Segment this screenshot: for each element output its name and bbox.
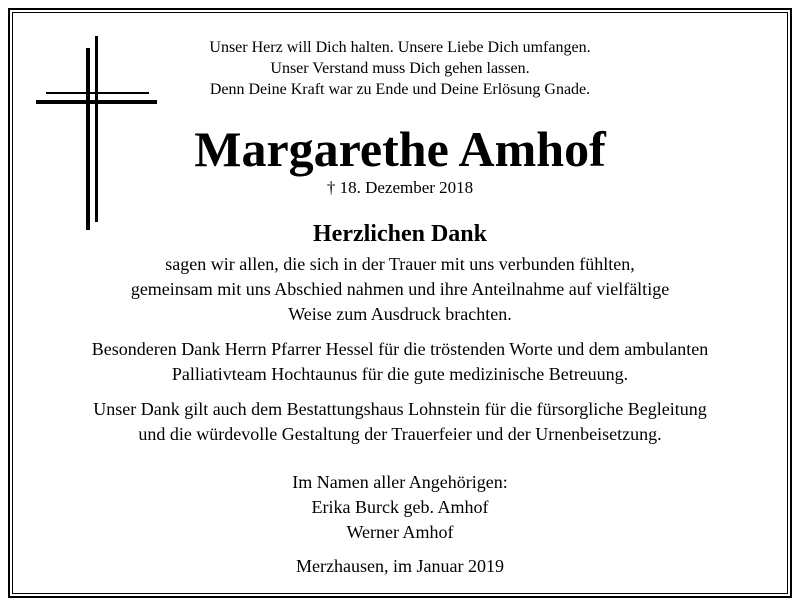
poem-line: Unser Verstand muss Dich gehen lassen. (270, 60, 530, 77)
text-line: und die würdevolle Gestaltung der Trauerfeier und der Urnenbeisetzung. (138, 424, 662, 444)
text-line: Palliativteam Hochtaunus für die gute medizinische Betreuung. (171, 364, 629, 384)
signature (0, 470, 800, 545)
signature-line: Im Namen aller Angehörigen: (292, 472, 508, 492)
signature-line: Erika Burck geb. Amhof (311, 497, 489, 517)
death-date: † 18. Dezember 2018 (326, 178, 474, 197)
thanks-funeral (0, 397, 800, 447)
text-line: Weise zum Ausdruck brachten. (288, 304, 512, 324)
poem (0, 37, 800, 100)
signature-line: Werner Amhof (346, 522, 454, 542)
poem-line: Unser Herz will Dich halten. Unsere Liebe Dich umfangen. (209, 39, 591, 56)
text-line: Besonderen Dank Herrn Pfarrer Hessel für die tröstenden Worte und dem ambulanten (91, 339, 709, 359)
thanks-special (0, 337, 800, 387)
place-date: Merzhausen, im Januar 2019 (296, 556, 504, 576)
thanks-general (0, 252, 800, 327)
text-line: gemeinsam mit uns Abschied nahmen und ihre Anteilnahme auf vielfältige (130, 279, 670, 299)
poem-line: Denn Deine Kraft war zu Ende und Deine Erlösung Gnade. (209, 81, 591, 98)
deceased-name: Margarethe Amhof (194, 121, 606, 177)
thanks-heading: Herzlichen Dank (313, 221, 487, 247)
text-line: sagen wir allen, die sich in der Trauer mit uns verbunden fühlten, (165, 254, 635, 274)
text-line: Unser Dank gilt auch dem Bestattungshaus Lohnstein für die fürsorgliche Begleitung (93, 399, 707, 419)
